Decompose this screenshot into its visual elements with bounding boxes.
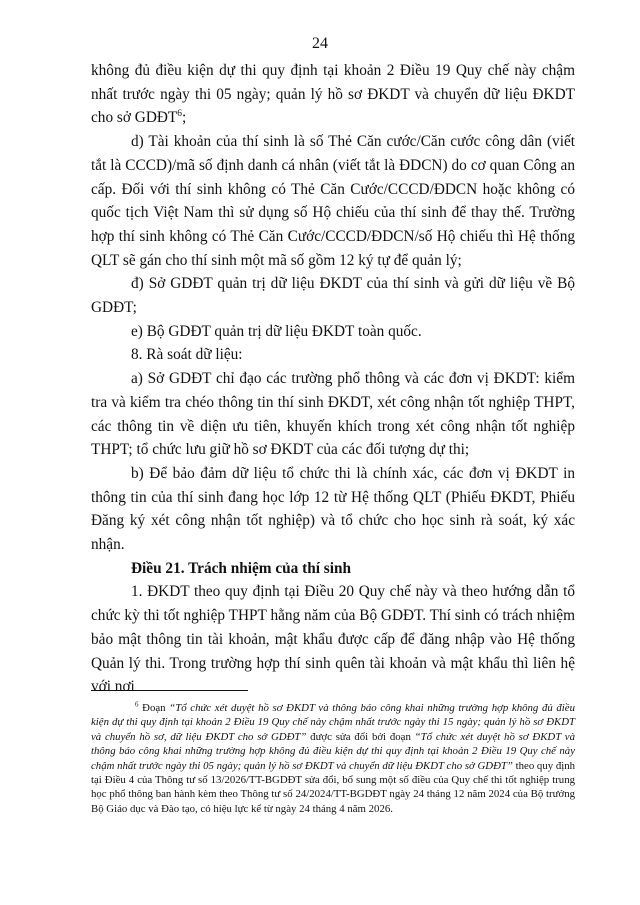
heading-dieu-21: Điều 21. Trách nhiệm của thí sinh <box>131 559 351 577</box>
paragraph-section-8: 8. Rà soát dữ liệu: <box>131 346 243 364</box>
paragraph-item-d: d) Tài khoản của thí sinh là số Thẻ Căn cước/Căn cước công dân (viết tắt là CCCD)/mã số định danh cá nhân (viết tắt là ĐDCN) do cơ quan Công an cấp. Đối với thí sinh không có Thẻ Căn Cước/CCCD/ĐDCN hoặc không có quốc tịch Việt Nam thì sử dụng số Hộ chiếu của thí sinh để thay thế. Trường hợp thí sinh không có Thẻ Căn Cước/CCCD/ĐDCN/số Hộ chiếu thì Hệ thống QLT sẽ gán cho thí sinh một mã số gồm 12 ký tự để quản lý; <box>91 133 575 269</box>
intro-text-after: ; <box>182 109 187 127</box>
paragraph-intro-continuation <box>91 59 575 130</box>
document-body <box>91 59 575 699</box>
paragraph-clause-1: 1. ĐKDT theo quy định tại Điều 20 Quy chế này và theo hướng dẫn tổ chức kỳ thi tốt nghiệp THPT hằng năm của Bộ GDĐT. Thí sinh có trách nhiệm bảo mật thông tin tài khoản, mật khẩu được cấp để đăng nhập vào Hệ thống Quản lý thi. Trong trường hợp thí sinh quên tài khoản và mật khẩu thì liên hệ với nơi <box>91 583 575 696</box>
footnote-intro: Đoạn <box>138 702 170 714</box>
paragraph-item-dd: đ) Sở GDĐT quản trị dữ liệu ĐKDT của thí sinh và gửi dữ liệu về Bộ GDĐT; <box>91 275 575 317</box>
footnote-outro: theo quy định tại Điều 4 của Thông tư số 13/2026/TT-BGDĐT sửa đổi, bổ sung một số điều của Quy chế thi tốt nghiệp trung học phổ thông ban hành kèm theo Thông tư số 24/2024/TT-BGDĐT ngày 24 tháng 12 năm 2024 của Bộ trưởng Bộ Giáo dục và Đào tạo, có hiệu lực kể từ ngày 24 tháng 4 năm 2026. <box>91 759 576 815</box>
footnote-connector: được sửa đổi bởi đoạn <box>306 730 415 743</box>
footnote-marker: 6 <box>135 700 139 709</box>
paragraph-item-a: a) Sở GDĐT chỉ đạo các trường phổ thông và các đơn vị ĐKDT: kiểm tra và kiểm tra chéo thông tin thí sinh ĐKDT, xét công nhận tốt nghiệp THPT, các thông tin về diện ưu tiên, khuyến khích trong xét công nhận tốt nghiệp THPT; tổ chức lưu giữ hồ sơ ĐKDT của các đối tượng dự thi; <box>91 370 575 459</box>
paragraph-item-b: b) Để bảo đảm dữ liệu tổ chức thi là chính xác, các đơn vị ĐKDT in thông tin của thí sinh đang học lớp 12 từ Hệ thống QLT (Phiếu ĐKDT, Phiếu Đăng ký xét công nhận tốt nghiệp) và tổ chức cho học sinh rà soát, ký xác nhận. <box>91 464 575 554</box>
page-number: 24 <box>312 35 328 52</box>
intro-text: không đủ điều kiện dự thi quy định tại khoản 2 Điều 19 Quy chế này chậm nhất trước ngày thi 05 ngày; quản lý hồ sơ ĐKDT và chuyển dữ liệu ĐKDT cho sở GDĐT <box>91 62 575 127</box>
paragraph-item-e: e) Bộ GDĐT quản trị dữ liệu ĐKDT toàn quốc. <box>131 322 422 340</box>
footnote-section <box>91 690 575 816</box>
footnote-quote-old: “Tổ chức xét duyệt hồ sơ ĐKDT và thông báo công khai những trường hợp không đủ điều kiện dự thi quy định tại khoản 2 Điều 19 Quy chế này chậm nhất trước ngày thi 15 ngày; quản lý hồ sơ ĐKDT và chuyển hồ sơ, dữ liệu ĐKDT cho sở GDĐT” <box>91 702 575 743</box>
footnote-quote-new: “Tổ chức xét duyệt hồ sơ ĐKDT và thông báo công khai những trường hợp không đủ điều kiện dự thi quy định tại khoản 2 Điều 19 Quy chế này chậm nhất trước ngày thi 05 ngày; quản lý hồ sơ ĐKDT và chuyển dữ liệu ĐKDT cho sở GDĐT” <box>91 730 575 772</box>
footnote-reference: 6 <box>177 109 182 120</box>
footnote <box>91 701 575 816</box>
footnote-separator <box>91 690 248 691</box>
